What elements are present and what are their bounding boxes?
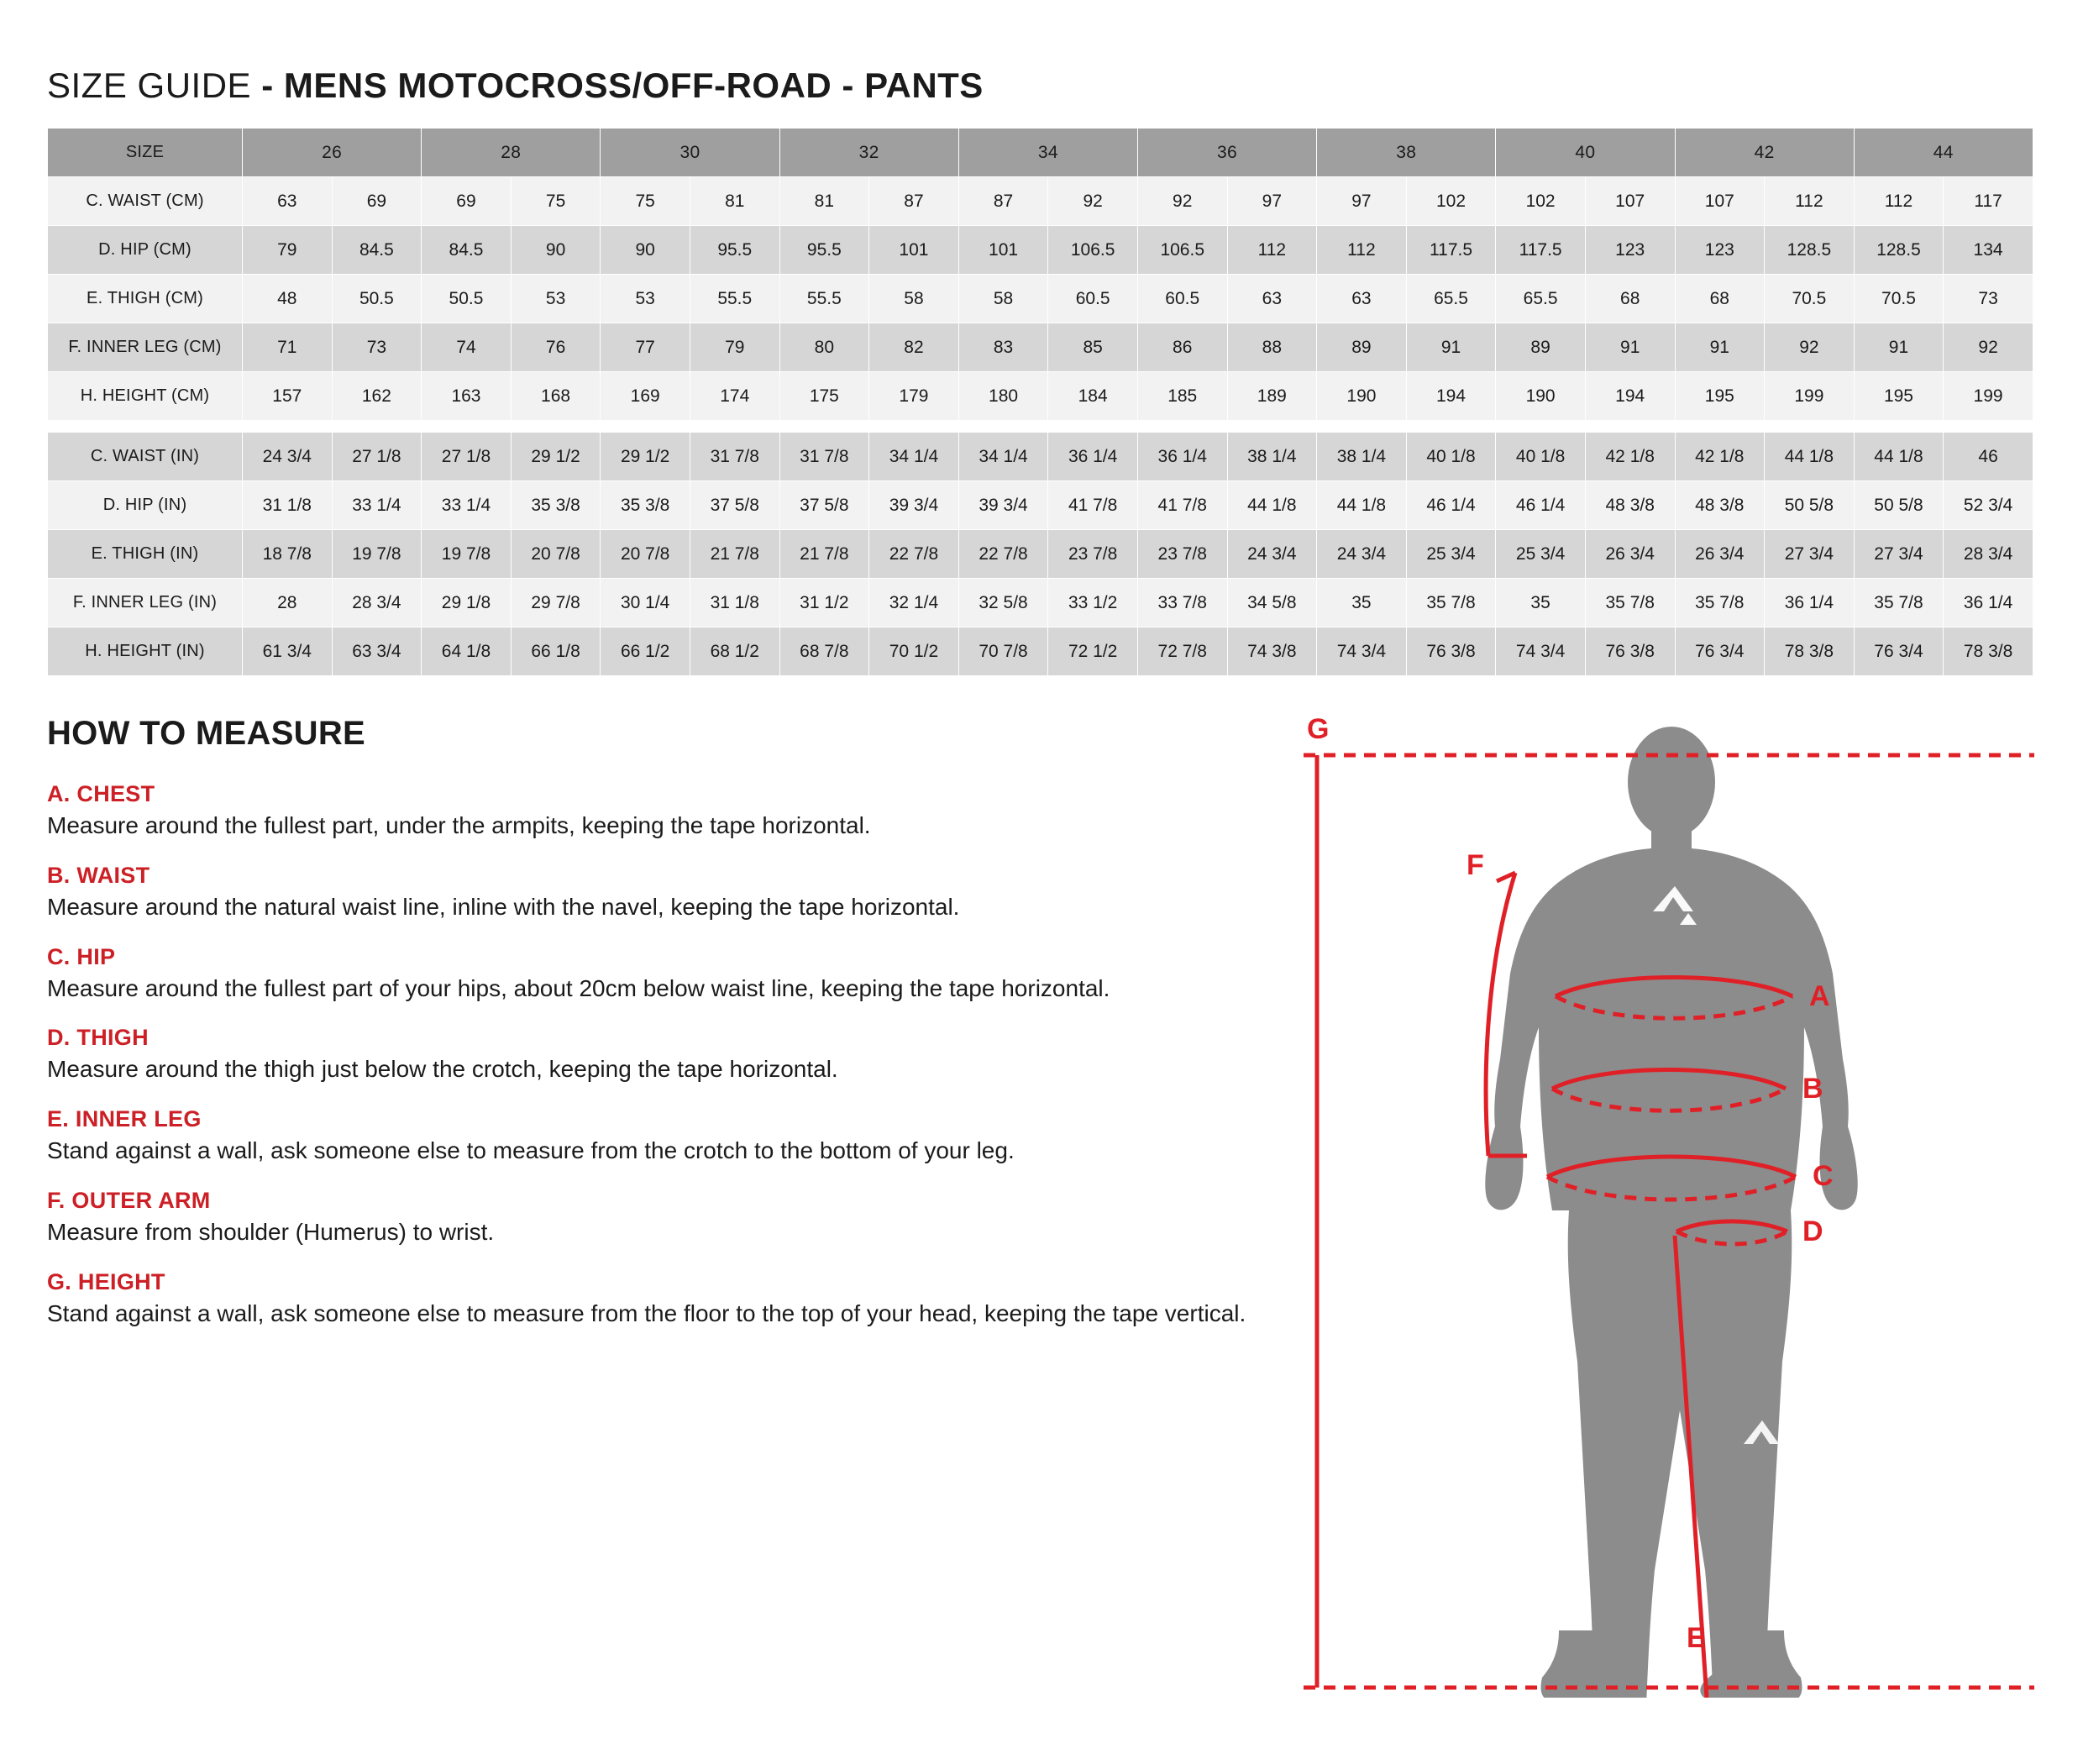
table-cell: 189: [1227, 372, 1317, 421]
table-cell: 79: [690, 323, 779, 372]
table-cell: 60.5: [1048, 275, 1138, 323]
table-row-label: C. WAIST (IN): [48, 433, 243, 481]
table-cell: 34 5/8: [1227, 579, 1317, 627]
table-size-header-32: 32: [779, 129, 958, 177]
label-g: G: [1307, 713, 1330, 745]
table-cell: 199: [1944, 372, 2033, 421]
table-cell: 194: [1585, 372, 1675, 421]
table-row-label: F. INNER LEG (CM): [48, 323, 243, 372]
body-diagram-svg: [1295, 706, 2051, 1698]
label-f: F: [1466, 849, 1484, 881]
table-size-header-34: 34: [958, 129, 1137, 177]
table-size-header-40: 40: [1496, 129, 1675, 177]
table-cell: 29 1/2: [601, 433, 690, 481]
table-cell: 75: [511, 177, 601, 226]
table-cell: 33 1/2: [1048, 579, 1138, 627]
table-cell: 44 1/8: [1854, 433, 1944, 481]
table-cell: 74 3/4: [1496, 627, 1586, 676]
table-size-header-44: 44: [1854, 129, 2033, 177]
table-cell: 20 7/8: [511, 530, 601, 579]
table-cell: 53: [511, 275, 601, 323]
label-b: B: [1802, 1073, 1823, 1105]
measure-item-head: E. INNER LEG: [47, 1106, 202, 1132]
measure-item: [47, 863, 1287, 922]
table-cell: 21 7/8: [690, 530, 779, 579]
label-e: E: [1687, 1622, 1706, 1654]
table-cell: 180: [958, 372, 1048, 421]
table-cell: 81: [779, 177, 869, 226]
table-cell: 31 1/8: [243, 481, 333, 530]
measure-item-head: B. WAIST: [47, 862, 150, 888]
table-cell: 32 5/8: [958, 579, 1048, 627]
table-cell: 63: [1227, 275, 1317, 323]
table-cell: 40 1/8: [1496, 433, 1586, 481]
table-cell: 89: [1317, 323, 1407, 372]
table-cell: 28: [243, 579, 333, 627]
table-cell: 195: [1854, 372, 1944, 421]
table-cell: 74 3/4: [1317, 627, 1407, 676]
table-cell: 69: [422, 177, 512, 226]
table-cell: 28 3/4: [332, 579, 422, 627]
table-row-label: D. HIP (CM): [48, 226, 243, 275]
measure-item-head: G. HEIGHT: [47, 1268, 165, 1294]
table-cell: 36 1/4: [1765, 579, 1855, 627]
table-cell: 123: [1585, 226, 1675, 275]
table-cell: 39 3/4: [958, 481, 1048, 530]
table-cell: 78 3/8: [1944, 627, 2033, 676]
table-cell: 65.5: [1496, 275, 1586, 323]
table-cell: 106.5: [1137, 226, 1227, 275]
table-cell: 117: [1944, 177, 2033, 226]
table-cell: 76: [511, 323, 601, 372]
table-cell: 60.5: [1137, 275, 1227, 323]
table-cell: 95.5: [690, 226, 779, 275]
table-cell: 91: [1406, 323, 1496, 372]
table-cell: 117.5: [1406, 226, 1496, 275]
page-title: [47, 66, 2023, 106]
table-cell: 21 7/8: [779, 530, 869, 579]
table-cell: 66 1/8: [511, 627, 601, 676]
table-cell: 85: [1048, 323, 1138, 372]
measure-definition-list: [47, 781, 1287, 1329]
table-row-label: E. THIGH (CM): [48, 275, 243, 323]
table-cell: 36 1/4: [1048, 433, 1138, 481]
table-cell: 117.5: [1496, 226, 1586, 275]
table-cell: 27 3/4: [1854, 530, 1944, 579]
table-cell: 38 1/4: [1227, 433, 1317, 481]
table-cell: 50 5/8: [1854, 481, 1944, 530]
table-cell: 26 3/4: [1585, 530, 1675, 579]
table-cell: 68 1/2: [690, 627, 779, 676]
table-cell: 128.5: [1765, 226, 1855, 275]
table-cell: 81: [690, 177, 779, 226]
table-cell: 174: [690, 372, 779, 421]
table-cell: 97: [1227, 177, 1317, 226]
table-cell: 90: [511, 226, 601, 275]
table-cell: 106.5: [1048, 226, 1138, 275]
lower-section: [44, 715, 2023, 1681]
table-cell: 76 3/4: [1675, 627, 1765, 676]
page-title-prefix: SIZE GUIDE: [47, 66, 252, 105]
table-cell: 128.5: [1854, 226, 1944, 275]
table-cell: 33 1/4: [422, 481, 512, 530]
table-cell: 75: [601, 177, 690, 226]
table-cell: 63: [1317, 275, 1407, 323]
size-table: [47, 128, 2033, 676]
table-cell: 74 3/8: [1227, 627, 1317, 676]
table-cell: 163: [422, 372, 512, 421]
table-cell: 41 7/8: [1048, 481, 1138, 530]
table-cell: 37 5/8: [690, 481, 779, 530]
table-cell: 82: [869, 323, 959, 372]
table-cell: 18 7/8: [243, 530, 333, 579]
label-d: D: [1802, 1215, 1823, 1247]
table-cell: 101: [869, 226, 959, 275]
table-cell: 90: [601, 226, 690, 275]
table-cell: 102: [1406, 177, 1496, 226]
table-cell: 73: [332, 323, 422, 372]
measure-item: [47, 944, 1287, 1004]
table-row: [48, 433, 2033, 481]
table-cell: 184: [1048, 372, 1138, 421]
table-size-header-26: 26: [243, 129, 422, 177]
table-cell: 79: [243, 226, 333, 275]
measure-item: [47, 781, 1287, 841]
table-cell: 27 1/8: [332, 433, 422, 481]
table-cell: 190: [1496, 372, 1586, 421]
table-cell: 86: [1137, 323, 1227, 372]
table-cell: 89: [1496, 323, 1586, 372]
table-cell: 34 1/4: [869, 433, 959, 481]
table-cell: 35: [1496, 579, 1586, 627]
table-cell: 195: [1675, 372, 1765, 421]
table-cell: 65.5: [1406, 275, 1496, 323]
label-a: A: [1809, 980, 1830, 1012]
table-cell: 84.5: [332, 226, 422, 275]
table-cell: 41 7/8: [1137, 481, 1227, 530]
table-cell: 73: [1944, 275, 2033, 323]
table-cell: 87: [958, 177, 1048, 226]
body-silhouette: [1485, 727, 1857, 1698]
table-row-label: H. HEIGHT (CM): [48, 372, 243, 421]
table-size-header-36: 36: [1137, 129, 1316, 177]
measure-item-text: Stand against a wall, ask someone else to measure from the floor to the top of your head, keeping the tape vertical.: [47, 1299, 1246, 1326]
label-c: C: [1813, 1160, 1834, 1192]
table-cell: 70 1/2: [869, 627, 959, 676]
measure-item-text: Measure around the natural waist line, inline with the navel, keeping the tape horizontal.: [47, 893, 960, 920]
measure-item: [47, 1025, 1287, 1084]
table-cell: 29 1/8: [422, 579, 512, 627]
table-cell: 24 3/4: [1227, 530, 1317, 579]
table-cell: 50 5/8: [1765, 481, 1855, 530]
table-cell: 88: [1227, 323, 1317, 372]
table-cell: 35 3/8: [601, 481, 690, 530]
table-cell: 199: [1765, 372, 1855, 421]
measure-item-text: Measure around the thigh just below the crotch, keeping the tape horizontal.: [47, 1056, 838, 1083]
table-cell: 190: [1317, 372, 1407, 421]
table-cell: 68: [1675, 275, 1765, 323]
table-cell: 72 1/2: [1048, 627, 1138, 676]
table-cell: 27 1/8: [422, 433, 512, 481]
body-diagram: [1287, 715, 2023, 1681]
measure-item-text: Measure from shoulder (Humerus) to wrist.: [47, 1219, 495, 1246]
table-cell: 19 7/8: [422, 530, 512, 579]
table-cell: 76 3/8: [1585, 627, 1675, 676]
table-cell: 50.5: [422, 275, 512, 323]
how-to-measure-heading: HOW TO MEASURE: [47, 715, 366, 752]
table-cell: 91: [1854, 323, 1944, 372]
table-cell: 97: [1317, 177, 1407, 226]
table-cell: 70.5: [1854, 275, 1944, 323]
table-cell: 32 1/4: [869, 579, 959, 627]
table-cell: 36 1/4: [1944, 579, 2033, 627]
table-cell: 48 3/8: [1675, 481, 1765, 530]
table-cell: 123: [1675, 226, 1765, 275]
table-cell: 71: [243, 323, 333, 372]
measure-item: [47, 1188, 1287, 1247]
table-cell: 35 7/8: [1585, 579, 1675, 627]
table-row-label: F. INNER LEG (IN): [48, 579, 243, 627]
table-cell: 31 1/2: [779, 579, 869, 627]
table-cell: 69: [332, 177, 422, 226]
table-cell: 64 1/8: [422, 627, 512, 676]
table-cell: 48: [243, 275, 333, 323]
table-cell: 72 7/8: [1137, 627, 1227, 676]
table-cell: 112: [1854, 177, 1944, 226]
measure-item-head: D. THIGH: [47, 1025, 149, 1051]
table-cell: 36 1/4: [1137, 433, 1227, 481]
table-cell: 58: [869, 275, 959, 323]
table-row: [48, 372, 2033, 421]
table-cell: 68 7/8: [779, 627, 869, 676]
table-cell: 44 1/8: [1227, 481, 1317, 530]
table-cell: 107: [1675, 177, 1765, 226]
table-cell: 35: [1317, 579, 1407, 627]
table-row-label: H. HEIGHT (IN): [48, 627, 243, 676]
table-cell: 31 1/8: [690, 579, 779, 627]
table-section-gap: [48, 421, 2033, 433]
table-row: [48, 579, 2033, 627]
table-cell: 179: [869, 372, 959, 421]
table-size-header-28: 28: [422, 129, 601, 177]
table-cell: 46 1/4: [1406, 481, 1496, 530]
table-cell: 112: [1317, 226, 1407, 275]
table-cell: 112: [1227, 226, 1317, 275]
table-cell: 58: [958, 275, 1048, 323]
table-cell: 28 3/4: [1944, 530, 2033, 579]
table-cell: 92: [1944, 323, 2033, 372]
measure-item-head: F. OUTER ARM: [47, 1188, 211, 1214]
table-cell: 29 7/8: [511, 579, 601, 627]
table-cell: 92: [1048, 177, 1138, 226]
table-cell: 55.5: [690, 275, 779, 323]
table-cell: 25 3/4: [1496, 530, 1586, 579]
table-row: [48, 530, 2033, 579]
table-cell: 92: [1137, 177, 1227, 226]
table-cell: 24 3/4: [1317, 530, 1407, 579]
measure-item: [47, 1269, 1287, 1329]
table-cell: 35 7/8: [1675, 579, 1765, 627]
table-cell: 46 1/4: [1496, 481, 1586, 530]
table-cell: 185: [1137, 372, 1227, 421]
table-cell: 48 3/8: [1585, 481, 1675, 530]
table-row: [48, 226, 2033, 275]
table-cell: 70 7/8: [958, 627, 1048, 676]
table-size-header-30: 30: [601, 129, 779, 177]
table-cell: 34 1/4: [958, 433, 1048, 481]
table-cell: 91: [1585, 323, 1675, 372]
table-cell: 169: [601, 372, 690, 421]
measure-item-text: Stand against a wall, ask someone else to measure from the crotch to the bottom of your leg.: [47, 1137, 1015, 1164]
table-cell: 101: [958, 226, 1048, 275]
table-cell: 29 1/2: [511, 433, 601, 481]
table-cell: 80: [779, 323, 869, 372]
table-cell: 74: [422, 323, 512, 372]
table-cell: 23 7/8: [1137, 530, 1227, 579]
table-cell: 42 1/8: [1585, 433, 1675, 481]
table-cell: 22 7/8: [958, 530, 1048, 579]
table-cell: 50.5: [332, 275, 422, 323]
measure-item-head: C. HIP: [47, 943, 116, 969]
table-cell: 52 3/4: [1944, 481, 2033, 530]
table-cell: 35 7/8: [1854, 579, 1944, 627]
table-cell: 40 1/8: [1406, 433, 1496, 481]
table-cell: 157: [243, 372, 333, 421]
table-row: [48, 627, 2033, 676]
table-cell: 44 1/8: [1765, 433, 1855, 481]
table-cell: 20 7/8: [601, 530, 690, 579]
table-row: [48, 275, 2033, 323]
table-cell: 76 3/8: [1406, 627, 1496, 676]
table-row-label: C. WAIST (CM): [48, 177, 243, 226]
table-row-label: E. THIGH (IN): [48, 530, 243, 579]
table-row: [48, 323, 2033, 372]
table-cell: 102: [1496, 177, 1586, 226]
table-cell: 66 1/2: [601, 627, 690, 676]
table-cell: 19 7/8: [332, 530, 422, 579]
table-cell: 30 1/4: [601, 579, 690, 627]
table-cell: 55.5: [779, 275, 869, 323]
table-cell: 168: [511, 372, 601, 421]
table-cell: 194: [1406, 372, 1496, 421]
table-cell: 162: [332, 372, 422, 421]
table-cell: 83: [958, 323, 1048, 372]
table-cell: 63: [243, 177, 333, 226]
page-title-suffix: - MENS MOTOCROSS/OFF-ROAD - PANTS: [261, 66, 984, 105]
table-cell: 78 3/8: [1765, 627, 1855, 676]
table-cell: 95.5: [779, 226, 869, 275]
table-cell: 84.5: [422, 226, 512, 275]
table-cell: 112: [1765, 177, 1855, 226]
table-cell: 61 3/4: [243, 627, 333, 676]
table-size-header-38: 38: [1317, 129, 1496, 177]
table-cell: 33 7/8: [1137, 579, 1227, 627]
table-cell: 134: [1944, 226, 2033, 275]
table-row-label: D. HIP (IN): [48, 481, 243, 530]
measure-item-head: A. CHEST: [47, 781, 155, 806]
table-cell: 91: [1675, 323, 1765, 372]
table-cell: 26 3/4: [1675, 530, 1765, 579]
table-cell: 92: [1765, 323, 1855, 372]
table-cell: 22 7/8: [869, 530, 959, 579]
table-cell: 175: [779, 372, 869, 421]
table-cell: 63 3/4: [332, 627, 422, 676]
table-cell: 35 7/8: [1406, 579, 1496, 627]
table-cell: 70.5: [1765, 275, 1855, 323]
table-cell: 42 1/8: [1675, 433, 1765, 481]
table-cell: 76 3/4: [1854, 627, 1944, 676]
table-cell: 23 7/8: [1048, 530, 1138, 579]
table-cell: 31 7/8: [779, 433, 869, 481]
table-cell: 107: [1585, 177, 1675, 226]
table-cell: 31 7/8: [690, 433, 779, 481]
table-body: [48, 177, 2033, 676]
table-row: [48, 177, 2033, 226]
table-cell: 46: [1944, 433, 2033, 481]
table-cell: 44 1/8: [1317, 481, 1407, 530]
how-to-measure-column: [44, 715, 1287, 1681]
table-cell: 33 1/4: [332, 481, 422, 530]
table-cell: 37 5/8: [779, 481, 869, 530]
table-cell: 87: [869, 177, 959, 226]
table-cell: 39 3/4: [869, 481, 959, 530]
table-cell: 35 3/8: [511, 481, 601, 530]
table-header-row: [48, 129, 2033, 177]
table-cell: 68: [1585, 275, 1675, 323]
table-cell: 53: [601, 275, 690, 323]
measure-item-text: Measure around the fullest part, under the armpits, keeping the tape horizontal.: [47, 812, 871, 838]
table-cell: 24 3/4: [243, 433, 333, 481]
table-corner-label: SIZE: [48, 129, 243, 177]
table-size-header-42: 42: [1675, 129, 1854, 177]
measure-item: [47, 1106, 1287, 1166]
table-cell: 38 1/4: [1317, 433, 1407, 481]
measure-item-text: Measure around the fullest part of your hips, about 20cm below waist line, keeping the tape horizontal.: [47, 974, 1110, 1001]
table-cell: 77: [601, 323, 690, 372]
table-row: [48, 481, 2033, 530]
table-cell: 27 3/4: [1765, 530, 1855, 579]
table-cell: 25 3/4: [1406, 530, 1496, 579]
